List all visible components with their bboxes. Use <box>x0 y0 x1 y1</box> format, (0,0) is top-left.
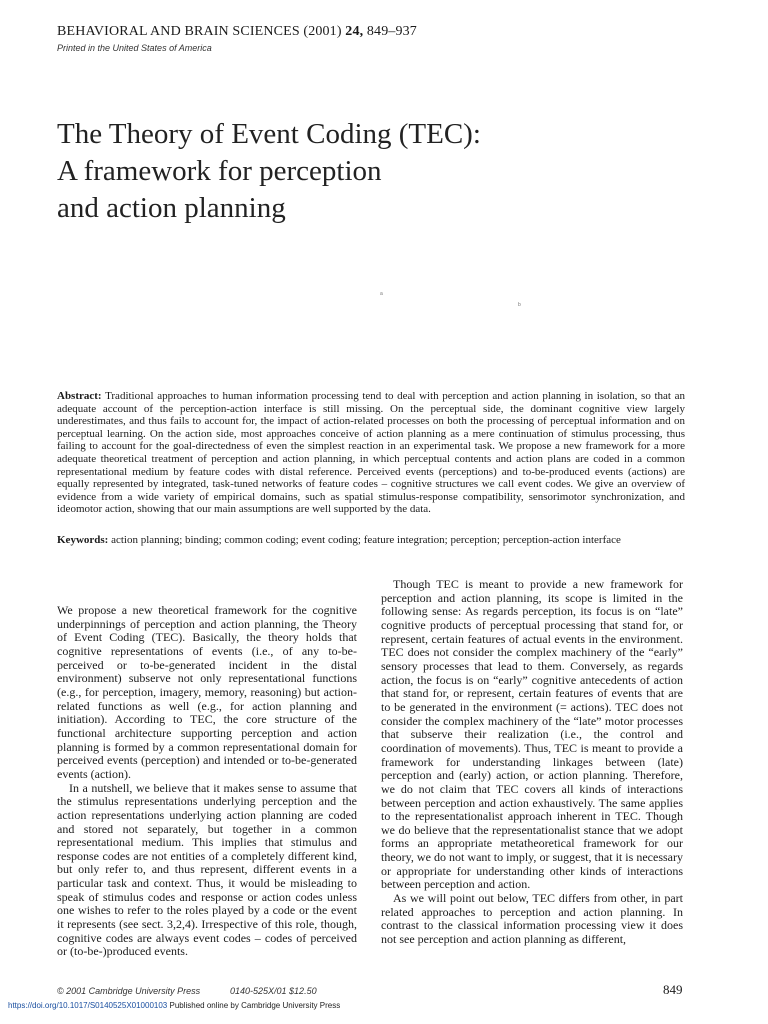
title-line-3: and action planning <box>57 192 286 224</box>
affiliation-mark-b: b <box>518 302 521 308</box>
paragraph: We propose a new theoretical framework for the cognitive underpinnings of perception and action planning, the Theory of Event Coding (TEC). Basically, the theory holds that cognitive representations of events (i.e., of any to-be-perceived or to-be-generated incident in the distal environment) subserve not only representational functions (e.g., for perception, imagery, memory, reasoning) but action-related functions as well (e.g., for action planning and initiation). According to TEC, the core structure of the functional architecture supporting perception and action planning is formed by a common representational domain for perceived events (perception) and intended or to-be-generated events (action). <box>57 603 357 781</box>
title-line-2: A framework for perception <box>57 155 382 187</box>
keywords-text: action planning; binding; common coding; event coding; feature integration; perception; perception-action interface <box>111 534 621 546</box>
keywords-label: Keywords: <box>57 534 109 546</box>
paragraph: As we will point out below, TEC differs from other, in part related approaches to perception and action planning. In contrast to the classical information processing view it does not see perception and action planning as different, <box>381 891 683 947</box>
abstract-label: Abstract: <box>57 390 102 402</box>
affiliation-mark-a: a <box>380 291 383 297</box>
title-line-1: The Theory of Event Coding (TEC): <box>57 118 481 150</box>
keywords <box>57 534 685 546</box>
copyright-notice: © 2001 Cambridge University Press <box>57 986 201 996</box>
journal-citation <box>57 24 417 40</box>
abstract <box>57 390 685 516</box>
publication-footer <box>8 1001 340 1010</box>
doi-link[interactable]: https://doi.org/10.1017/S0140525X01000103 <box>8 1001 168 1010</box>
issn-price: 0140-525X/01 $12.50 <box>230 986 317 996</box>
paper-title <box>57 116 657 227</box>
journal-volume: 24, <box>345 24 364 39</box>
body-column-left <box>57 604 357 959</box>
paragraph: Though TEC is meant to provide a new framework for perception and action planning, its scope is limited in the following sense: As regards perception, its focus is on “late” cognitive products of perceptual processing that stand for, or represent, certain features of actual events in the environment. TEC does not consider the complex machinery of the “early” sensory processes that lead to them. Conversely, as regards action, the focus is on “early” cognitive antecedents of action that stand for, or represent, certain features of events that are to be generated in the environment (= actions). TEC does not consider the complex machinery of the “late” motor processes that subserve their realization (i.e., the control and coordination of movements). Thus, TEC is meant to provide a framework for understanding linkages between (late) perception and (early) action, or action planning. Therefore, we do not claim that TEC covers all kinds of interactions between perception and action exhaustively. The same applies to the representationalist approach inherent in TEC. Though we do believe that the representationalist stance that we adopt forms an appropriate metatheoretical framework for our theory, we do not want to imply, or suggest, that it is necessary or appropriate for understanding other kinds of interactions between perception and action. <box>381 577 683 892</box>
journal-pages: 849–937 <box>366 24 417 39</box>
page-number: 849 <box>663 982 683 997</box>
abstract-text: Traditional approaches to human information processing tend to deal with perception and action planning in isolation, so that an adequate account of the perception-action interface is still missing. On the perceptual side, the dominant cognitive view largely underestimates, and thus fails to account for, the impact of action-related processes on both the processing of perceptual information and on perceptual learning. On the action side, most approaches conceive of action planning as a mere continuation of stimulus processing, thus failing to account for the goal-directedness of even the simplest reaction in an experimental task. We propose a new framework for a more adequate theoretical treatment of perception and action planning, in which perceptual contents and action plans are coded in a common representational medium by feature codes with distal reference. Perceived events (perceptions) and to-be-produced events (actions) are equally represented by integrated, task-tuned networks of feature codes – cognitive structures we call event codes. We give an overview of evidence from a wide variety of empirical domains, such as spatial stimulus-response compatibility, sensorimotor synchronization, and ideomotor action, showing that our main assumptions are well supported by the data. <box>57 390 685 516</box>
printed-note: Printed in the United States of America <box>57 43 212 53</box>
body-column-right <box>381 578 683 947</box>
published-online-note: Published online by Cambridge University Press <box>169 1001 341 1010</box>
journal-name: BEHAVIORAL AND BRAIN SCIENCES (2001) <box>57 24 342 39</box>
paragraph: In a nutshell, we believe that it makes sense to assume that the stimulus representations underlying perception and the action representations underlying action planning are coded and stored not separately, but together in a common representational medium. This implies that stimulus and response codes are not entities of a completely different kind, but only refer to, and thus represent, different events in a particular task and context. Thus, it would be misleading to speak of stimulus codes and response or action codes unless one wishes to refer to the roles played by a code or the event it represents (see sect. 3,2,4). Irrespective of this role, though, cognitive codes are always event codes – codes of perceived or (to-be-)produced events. <box>57 780 357 959</box>
